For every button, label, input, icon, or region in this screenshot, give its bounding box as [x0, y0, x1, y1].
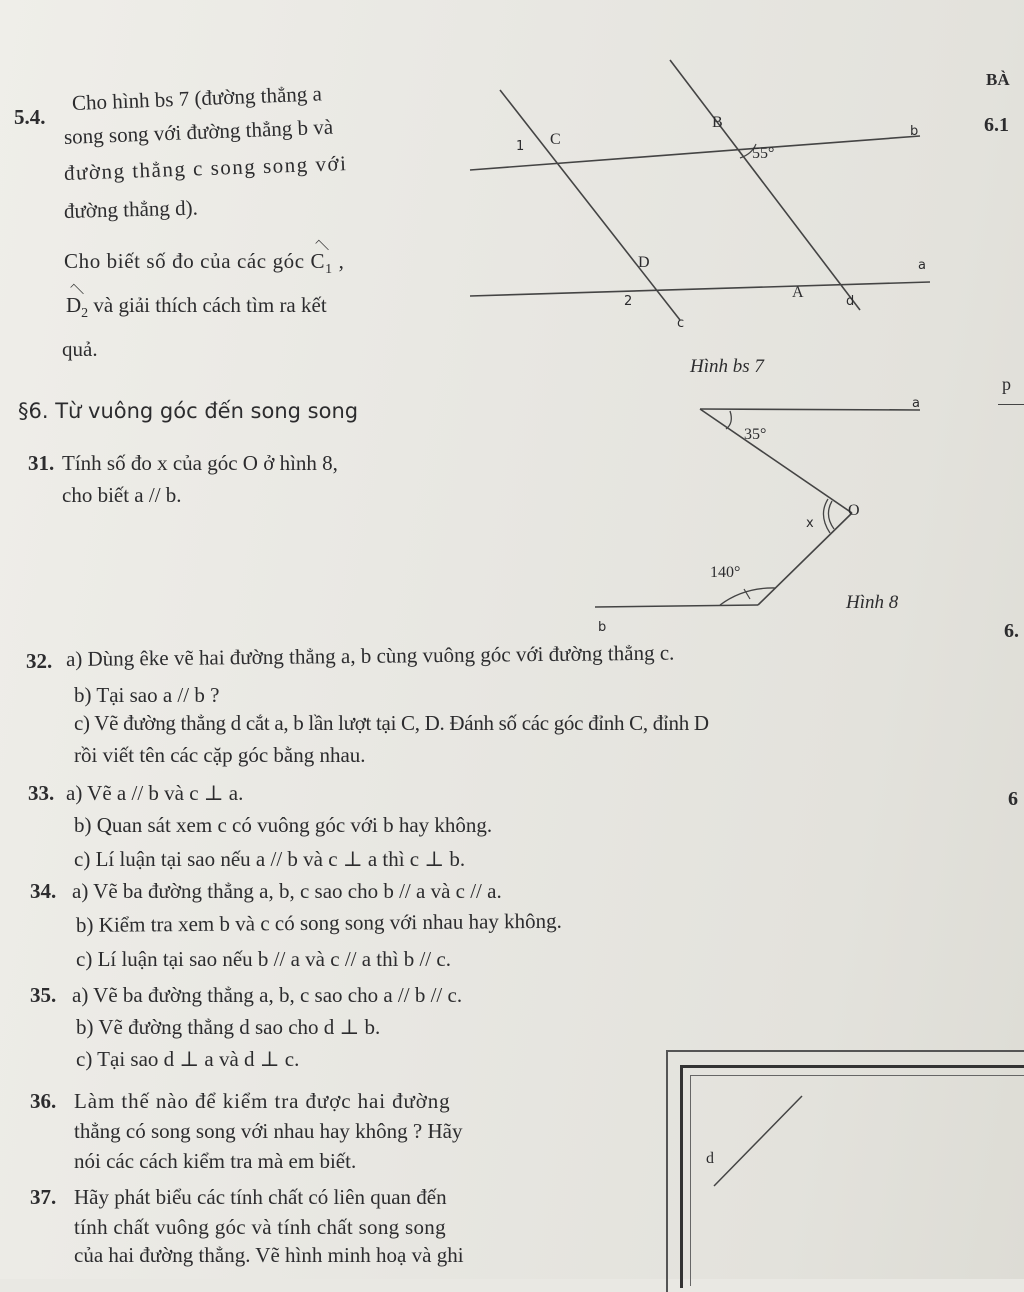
exercise-5-4-line7: quả. — [62, 337, 98, 361]
angle-x-arc1 — [828, 501, 834, 529]
margin-6-dot: 6. — [1004, 620, 1019, 642]
exercise-5-4-line4: đường thẳng d). — [63, 195, 199, 223]
exercise-34-b: b) Kiểm tra xem b và c có song song với nhau hay không. — [75, 908, 562, 937]
label-35: 35° — [744, 426, 767, 443]
figure-8-caption: Hình 8 — [846, 592, 899, 613]
exercise-5-4-line1: Cho hình bs 7 (đường thẳng a — [71, 81, 323, 115]
label-a: a — [918, 258, 926, 273]
exercise-5-4-line2: song song với đường thẳng b và — [63, 114, 334, 149]
label-1: 1 — [516, 139, 525, 154]
segment-a-O — [700, 409, 852, 513]
exercise-32-c1: c) Vẽ đường thẳng d cắt a, b lần lượt tại C, D. Đánh số các góc đỉnh C, đỉnh D — [74, 711, 709, 735]
label-d: d — [846, 294, 855, 309]
exercise-37-line3: của hai đường thẳng. Vẽ hình minh hoạ và ghi — [74, 1243, 464, 1267]
exercise-37-number: 37. — [30, 1185, 57, 1209]
figure-bs7 — [460, 50, 940, 340]
angle-d2 — [66, 292, 88, 327]
label-2: 2 — [624, 294, 633, 309]
label-C: C — [550, 131, 561, 148]
line6-text: và giải thích cách tìm ra kết — [88, 293, 327, 317]
line-b-fig8 — [595, 605, 758, 607]
exercise-5-4-number: 5.4. — [14, 105, 46, 129]
exercise-32-a: a) Dùng êke vẽ hai đường thẳng a, b cùng vuông góc với đường thẳng c. — [65, 640, 675, 671]
line5-post: , — [332, 249, 345, 273]
angle-c-letter: C — [310, 249, 326, 273]
exercise-37-line1: Hãy phát biểu các tính chất có liên quan đến — [74, 1185, 447, 1209]
label-b-fig8: b — [598, 620, 607, 635]
exercise-36-line2: thẳng có song song với nhau hay không ? Hãy — [74, 1119, 463, 1143]
line-d-box — [714, 1096, 802, 1186]
label-55: 55° — [752, 145, 775, 162]
angle-35-arc — [726, 411, 731, 429]
exercise-35-a: a) Vẽ ba đường thẳng a, b, c sao cho a // b // c. — [72, 983, 463, 1007]
exercise-34-a: a) Vẽ ba đường thẳng a, b, c sao cho b // a và c // a. — [72, 879, 502, 903]
margin-top-text: BÀ — [986, 70, 1010, 89]
exercise-33-number: 33. — [28, 781, 55, 805]
exercise-35-c: c) Tại sao d ⊥ a và d ⊥ c. — [76, 1047, 300, 1071]
figure-box-line-d — [700, 1090, 820, 1190]
label-B: B — [712, 114, 723, 131]
label-c: c — [677, 316, 685, 331]
exercise-31-number: 31. — [28, 451, 55, 475]
line-c — [500, 90, 680, 320]
exercise-31-line2: cho biết a // b. — [62, 483, 182, 507]
label-A: A — [792, 284, 804, 301]
exercise-5-4-line3: đường thẳng c song song với — [63, 151, 348, 185]
label-D: D — [638, 254, 650, 271]
exercise-32-b: b) Tại sao a // b ? — [74, 683, 220, 707]
exercise-5-4-line6 — [66, 292, 327, 327]
margin-6-1: 6.1 — [984, 114, 1009, 136]
exercise-31-line1: Tính số đo x của góc O ở hình 8, — [62, 451, 338, 475]
exercise-36-line1: Làm thế nào để kiểm tra được hai đường — [74, 1089, 451, 1113]
exercise-33-a: a) Vẽ a // b và c ⊥ a. — [66, 781, 244, 805]
exercise-35-number: 35. — [30, 983, 57, 1007]
angle-d-letter: D — [66, 293, 82, 317]
label-d-box: d — [706, 1150, 714, 1167]
label-140: 140° — [710, 564, 741, 581]
exercise-36-number: 36. — [30, 1089, 57, 1113]
angle-c-sub: 1 — [325, 262, 333, 278]
exercise-5-4-line5 — [64, 248, 344, 283]
segment-O-b — [758, 513, 852, 605]
line-a — [470, 282, 930, 296]
angle-c1 — [311, 248, 333, 283]
exercise-33-b: b) Quan sát xem c có vuông góc với b hay không. — [74, 813, 493, 837]
margin-6: 6 — [1008, 788, 1018, 810]
label-O: O — [848, 502, 860, 519]
exercise-34-c: c) Lí luận tại sao nếu b // a và c // a thì b // c. — [76, 947, 451, 971]
line5-text: Cho biết số đo của các góc — [64, 249, 311, 273]
exercise-33-c: c) Lí luận tại sao nếu a // b và c ⊥ a thì c ⊥ b. — [74, 847, 466, 871]
exercise-35-b: b) Vẽ đường thẳng d sao cho d ⊥ b. — [76, 1015, 381, 1039]
label-a-fig8: a — [912, 396, 920, 411]
margin-p-line — [998, 404, 1024, 405]
exercise-34-number: 34. — [30, 879, 57, 903]
margin-p: p — [1002, 374, 1011, 394]
line-a-fig8 — [700, 409, 920, 410]
exercise-37-line2: tính chất vuông góc và tính chất song song — [74, 1215, 446, 1239]
line-d — [670, 60, 860, 310]
figure-bs7-caption: Hình bs 7 — [690, 356, 764, 377]
line-b — [470, 136, 920, 170]
exercise-32-number: 32. — [26, 649, 53, 673]
angle-d-sub: 2 — [81, 306, 89, 322]
exercise-32-c2: rồi viết tên các cặp góc bằng nhau. — [74, 743, 366, 767]
section-6-title: §6. Từ vuông góc đến song song — [18, 399, 359, 423]
exercise-36-line3: nói các cách kiểm tra mà em biết. — [74, 1149, 357, 1173]
label-x: x — [806, 516, 814, 531]
label-b: b — [910, 124, 919, 139]
